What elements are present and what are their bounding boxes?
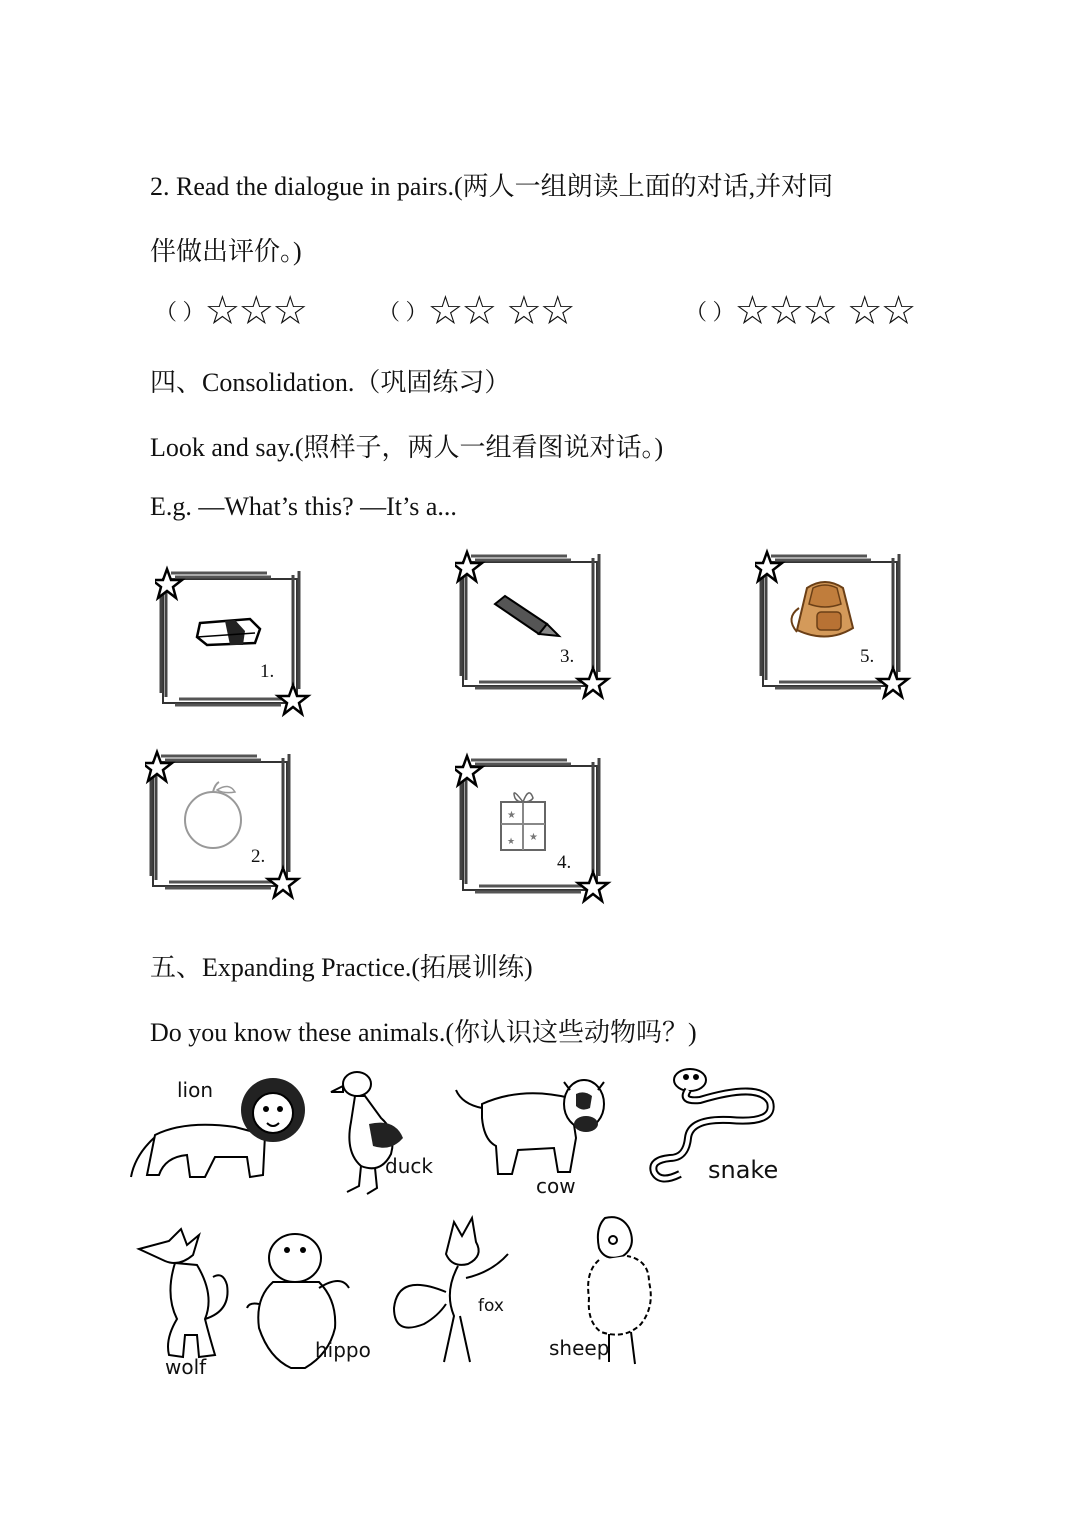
cow-icon <box>452 1068 617 1198</box>
dialogue-instruction-line1: 2. Read the dialogue in pairs.(两人一组朗读上面的对话,并对同 <box>150 172 834 201</box>
backpack-icon <box>791 582 853 637</box>
animal-label: hippo <box>315 1338 371 1362</box>
animal-label: snake <box>708 1156 779 1184</box>
picture-card-4 <box>455 752 605 902</box>
rating-blank[interactable]: （ ） <box>685 299 735 325</box>
gift-icon <box>501 793 545 850</box>
animal-label: fox <box>478 1296 504 1316</box>
rating-option-4stars <box>378 288 574 334</box>
crayon-icon <box>495 596 559 636</box>
sheep-illustration <box>545 1212 675 1377</box>
animal-label: cow <box>536 1174 576 1198</box>
wolf-illustration <box>135 1215 245 1380</box>
rating-blank[interactable]: （ ） <box>155 299 205 325</box>
star-icons: ☆☆☆ ☆☆ <box>734 288 915 334</box>
eraser-icon <box>197 619 260 645</box>
animal-label: duck <box>385 1154 433 1178</box>
section4-title: 四、Consolidation.（巩固练习） <box>150 368 511 397</box>
animal-label: lion <box>177 1078 214 1102</box>
picture-card-2 <box>145 748 295 898</box>
picture-card-3 <box>455 548 605 698</box>
snake-illustration <box>640 1062 780 1192</box>
star-icons: ☆☆ ☆☆ <box>427 288 574 334</box>
section5-instruction: Do you know these animals.(你认识这些动物吗？) <box>150 1018 697 1047</box>
card-number: 1. <box>260 661 275 682</box>
example-dialogue: E.g. —What’s this? —It’s a... <box>150 492 457 521</box>
rating-option-5stars <box>685 288 915 334</box>
picture-card-1 <box>155 565 305 715</box>
star-icons: ☆☆☆ <box>204 288 307 334</box>
dialogue-instruction-line2: 伴做出评价。) <box>150 237 302 266</box>
animal-label: wolf <box>165 1355 207 1379</box>
rating-blank[interactable]: （ ） <box>378 299 428 325</box>
duck-illustration <box>325 1062 435 1197</box>
hippo-illustration <box>245 1228 375 1378</box>
svg-text:★: ★ <box>507 837 516 847</box>
lion-illustration <box>125 1065 310 1190</box>
lion-icon <box>125 1065 310 1190</box>
section4-instruction: Look and say.(照样子，两人一组看图说对话。) <box>150 433 664 462</box>
card-number: 4. <box>557 852 572 873</box>
fox-illustration <box>388 1212 528 1372</box>
card-number: 5. <box>860 646 875 667</box>
card-number: 3. <box>560 646 575 667</box>
picture-card-5 <box>755 548 905 698</box>
svg-text:★: ★ <box>507 810 516 821</box>
section5-title: 五、Expanding Practice.(拓展训练) <box>150 953 533 982</box>
cow-illustration <box>452 1068 617 1198</box>
rating-option-3stars <box>155 288 306 334</box>
orange-icon <box>185 782 241 848</box>
animal-label: sheep <box>549 1336 610 1360</box>
svg-text:★: ★ <box>529 832 538 843</box>
card-number: 2. <box>251 846 266 867</box>
fox-icon <box>388 1212 528 1372</box>
